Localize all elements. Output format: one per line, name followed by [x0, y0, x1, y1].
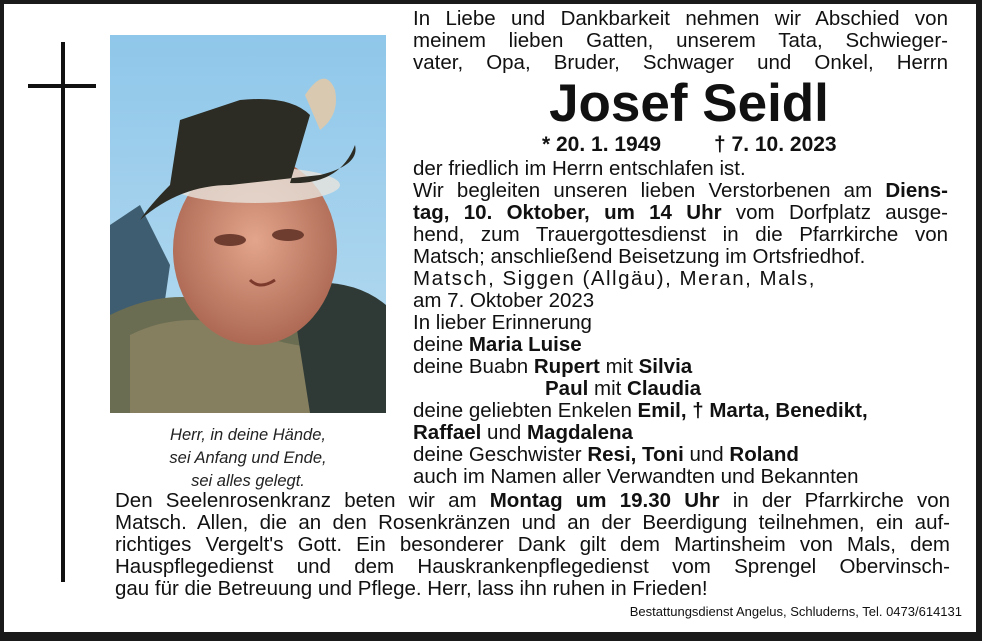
- text-segment: mit: [588, 377, 628, 400]
- text-line: [413, 422, 713, 444]
- text-line: [413, 30, 948, 52]
- text-segment: der friedlich im Herrn entschlafen ist.: [413, 157, 746, 180]
- text-segment: deine: [413, 333, 469, 356]
- text-segment: In lieber Erinnerung: [413, 311, 592, 334]
- birth-date: * 20. 1. 1949: [542, 133, 662, 156]
- text-line: [413, 444, 863, 466]
- text-line: [413, 246, 948, 268]
- text-line: [413, 180, 948, 202]
- text-line: [115, 534, 950, 556]
- text-segment: Hauspflegedienst und dem Hauskrankenpflegedienst vom Sprengel Obervinsch-: [115, 555, 950, 578]
- emphasized-text: Resi, Toni: [587, 443, 684, 466]
- text-segment: auch im Namen aller Verwandten und Bekannten: [413, 465, 859, 488]
- text-segment: In Liebe und Dankbarkeit nehmen wir Abschied von: [413, 7, 948, 30]
- emphasized-text: Diens-: [885, 179, 948, 202]
- text-line: [413, 466, 913, 488]
- emphasized-text: tag, 10. Oktober, um 14 Uhr: [413, 201, 722, 224]
- death-date: † 7. 10. 2023: [714, 133, 837, 156]
- emphasized-text: Magdalena: [526, 421, 633, 444]
- emphasized-text: Raffael: [413, 421, 482, 444]
- text-segment: Matsch. Allen, die an den Rosenkränzen und an der Beerdigung teilnehmen, ein auf-: [115, 511, 950, 534]
- text-line: [413, 356, 763, 378]
- text-line: [545, 378, 845, 400]
- text-line: [115, 578, 815, 600]
- text-line: [413, 52, 948, 74]
- portrait-photo: [110, 35, 386, 413]
- text-segment: Den Seelenrosenkranz beten wir am: [115, 489, 490, 512]
- text-segment: Matsch, Siggen (Allgäu), Meran, Mals,: [413, 267, 816, 290]
- text-segment: in der Pfarrkirche von: [719, 489, 950, 512]
- text-line: [413, 334, 713, 356]
- caption-line: sei alles gelegt.: [191, 472, 305, 490]
- text-segment: vater, Opa, Bruder, Schwager und Onkel, Herrn: [413, 51, 948, 74]
- emphasized-text: Maria Luise: [468, 333, 582, 356]
- text-segment: und: [683, 443, 730, 466]
- text-segment: meinem lieben Gatten, unserem Tata, Schwieger-: [413, 29, 948, 52]
- deceased-name: Josef Seidl: [549, 74, 829, 133]
- text-segment: vom Dorfplatz ausge-: [721, 201, 948, 224]
- text-segment: Matsch; anschließend Beisetzung im Ortsfriedhof.: [413, 245, 866, 268]
- emphasized-text: Claudia: [627, 377, 702, 400]
- text-line: [413, 8, 948, 30]
- text-line: [413, 290, 713, 312]
- text-line: [413, 224, 948, 246]
- emphasized-text: Silvia: [638, 355, 693, 378]
- text-segment: und: [481, 421, 527, 444]
- emphasized-text: Montag um 19.30 Uhr: [489, 489, 720, 512]
- emphasized-text: Emil, † Marta, Benedikt,: [637, 399, 868, 422]
- emphasized-text: Rupert: [533, 355, 600, 378]
- text-segment: Wir begleiten unseren lieben Verstorbenen am: [413, 179, 886, 202]
- text-line: [413, 268, 863, 290]
- text-segment: deine Geschwister: [413, 443, 588, 466]
- text-line: [115, 556, 950, 578]
- text-line: [413, 312, 713, 334]
- caption-line: sei Anfang und Ende,: [169, 449, 327, 467]
- text-segment: deine Buabn: [413, 355, 534, 378]
- text-line: [413, 158, 813, 180]
- text-line: [413, 202, 948, 224]
- cross-icon-bar: [28, 84, 96, 88]
- emphasized-text: Roland: [729, 443, 799, 466]
- text-segment: am 7. Oktober 2023: [413, 289, 595, 312]
- obituary-notice: [4, 4, 976, 632]
- text-line: [115, 490, 950, 512]
- emphasized-text: Paul: [545, 377, 589, 400]
- text-segment: mit: [599, 355, 639, 378]
- text-line: [413, 400, 913, 422]
- funeral-service-credit: Bestattungsdienst Angelus, Schluderns, Tel. 0473/614131: [629, 604, 962, 619]
- life-dates: [534, 133, 854, 157]
- text-segment: gau für die Betreuung und Pflege. Herr, lass ihn ruhen in Frieden!: [115, 577, 708, 600]
- caption-line: Herr, in deine Hände,: [170, 426, 326, 444]
- cross-icon: [61, 42, 65, 582]
- text-segment: hend, zum Trauergottesdienst in die Pfarrkirche von: [413, 223, 948, 246]
- text-line: [115, 512, 950, 534]
- text-segment: deine geliebten Enkelen: [413, 399, 638, 422]
- text-segment: richtiges Vergelt's Gott. Ein besonderer Dank gilt dem Martinsheim von Mals, dem: [115, 533, 950, 556]
